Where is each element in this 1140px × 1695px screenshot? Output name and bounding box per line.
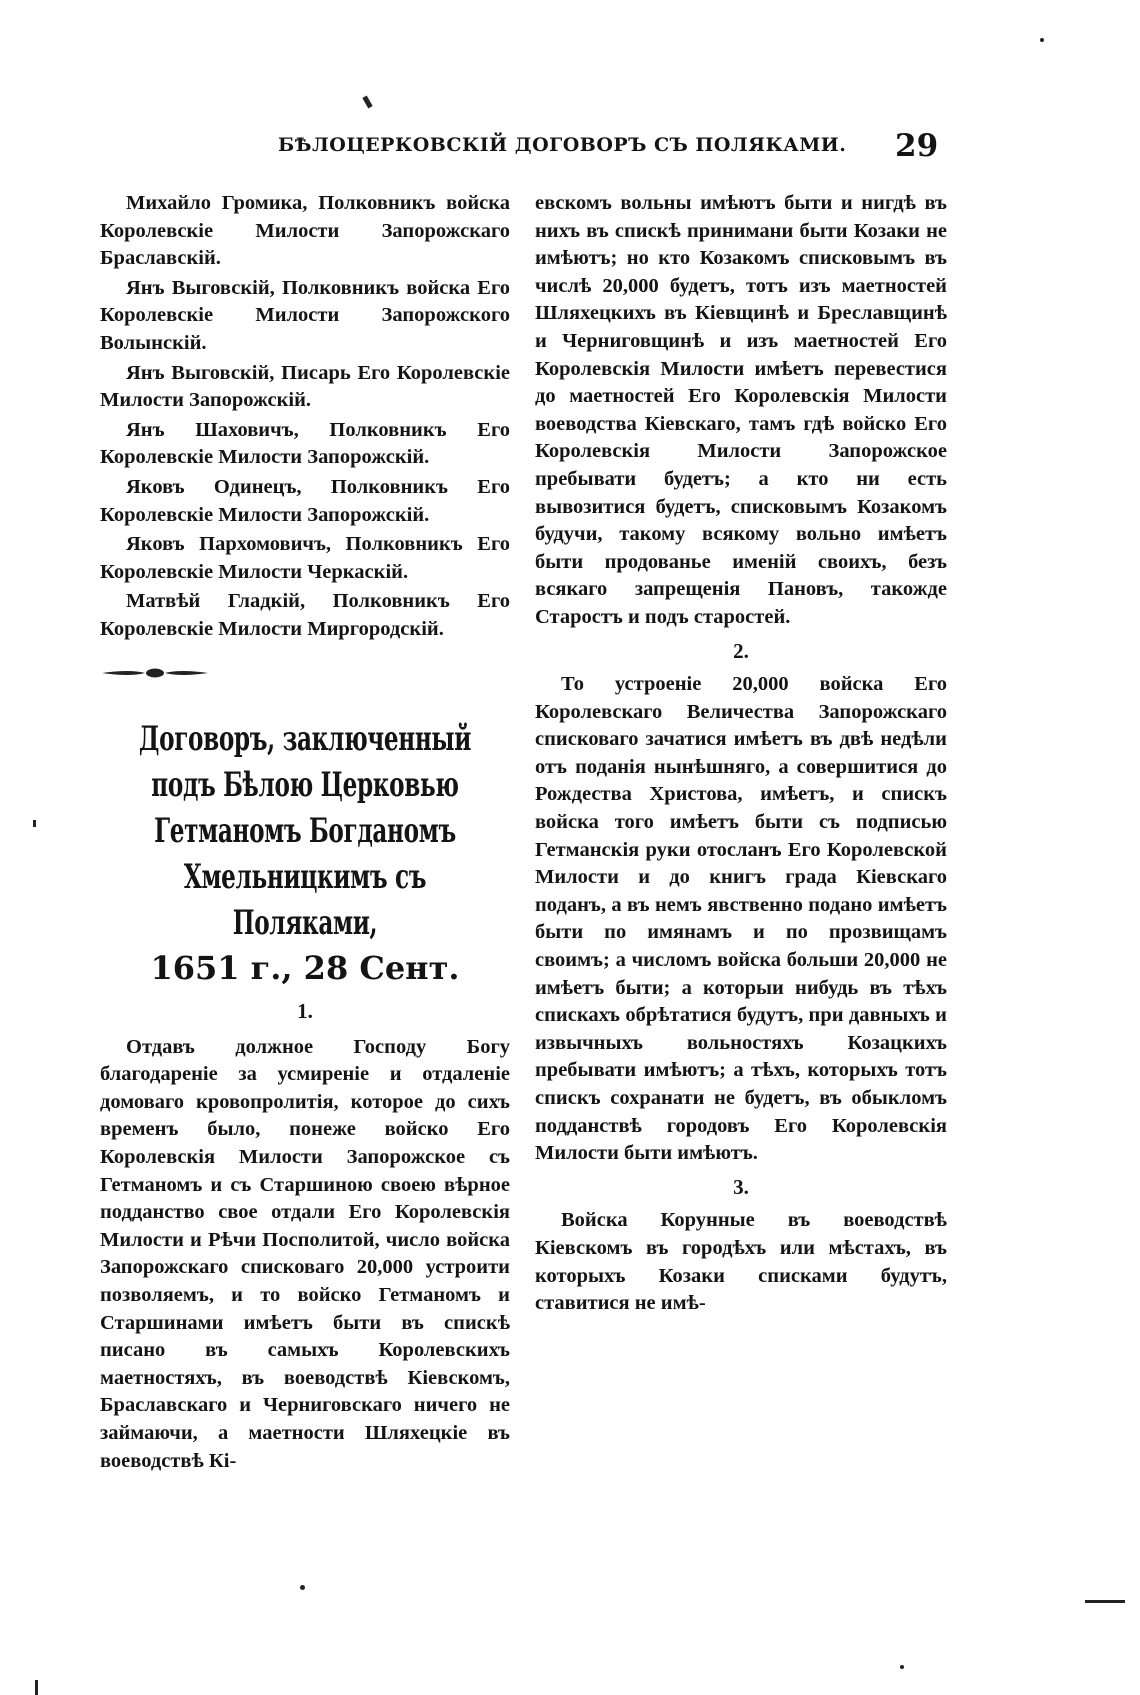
- page-number: 29: [895, 128, 939, 164]
- scan-speck: [362, 96, 372, 109]
- treaty-date: 1651 г., 28 Сент.: [150, 949, 460, 988]
- scan-speck: [300, 1585, 305, 1590]
- running-title: БѢЛОЦЕРКОВСКІЙ ДОГОВОРЪ СЪ ПОЛЯКАМИ.: [278, 134, 847, 156]
- signatory-entry: Яковъ Одинецъ, Полковникъ Его Королевскіе Милости Запорожскій.: [100, 475, 510, 526]
- scan-edge: [35, 1680, 38, 1695]
- section-3-text: Войска Корунные въ воеводствѣ Кіевскомъ въ городѣхъ или мѣстахъ, въ которыхъ Козаки списками будутъ, ставитися не имѣ-: [535, 1209, 947, 1315]
- section-number-1: 1.: [297, 999, 313, 1024]
- section-number-2: 2.: [733, 638, 749, 663]
- treaty-title: Договоръ, заключенный подъ Бѣлою Церковью Гетманомъ Богданомъ Хмельницкимъ съ Поляками,: [138, 719, 472, 944]
- scan-speck: [1085, 1600, 1125, 1603]
- signatory-entry: Матвѣй Гладкій, Полковникъ Его Королевскіе Милости Миргородскій.: [100, 590, 510, 640]
- scan-speck: [900, 1665, 904, 1669]
- ornament-divider-icon: [100, 666, 210, 680]
- signatory-entry: Янъ Выговскій, Полковникъ войска Его Королевскіе Милости Запорожского Волынскій.: [100, 276, 510, 354]
- section-1-continued-text: евскомъ вольны имѣютъ быти и нигдѣ въ нихъ въ спискѣ принимани быти Козаки не имѣютъ; но кто Козакомъ списковымъ въ числѣ 20,000 будетъ, тотъ изъ маетностей Шляхецкихъ въ Кіевщинѣ и Бреславщинѣ и Черниговщинѣ и изъ маетностей Его Королевскія Милости имѣетъ перевестися до маетностей Его Королевскія Милости воеводства Кіевскаго, тамъ гдѣ войско Его Королевскія Милости Запорожское пребывати будетъ; а кто ни есть вывозитися будетъ, списковымъ Козакомъ будучи, такому всякому вольно имѣетъ быти продованье именій своихъ, безъ всякаго запрещенія Пановъ, такожде Старостъ и подъ старостей.: [535, 192, 947, 628]
- signatory-entry: Михайло Громика, Полковникъ войска Королевскіе Милости Запорожскаго Браславскій.: [100, 192, 510, 270]
- section-number-3: 3.: [733, 1174, 749, 1199]
- right-column: [535, 190, 947, 1318]
- left-column: [100, 190, 510, 1475]
- signatory-entry: Янъ Шаховичъ, Полковникъ Его Королевскіе Милости Запорожскій.: [100, 418, 510, 469]
- scan-speck: [33, 820, 36, 827]
- signatory-entry: Яковъ Пархомовичъ, Полковникъ Его Королевскіе Милости Черкаскій.: [100, 533, 510, 583]
- section-2-text: То устроеніе 20,000 войска Его Королевскаго Величества Запорожскаго списковаго зачатися имѣетъ въ двѣ недѣли отъ поданія нынѣшняго, а совершитися до Рождества Христова, имѣетъ, и спискъ войска того имѣетъ быти съ подписью Гетманскія руки отосланъ Его Королевской Милости и до книгъ града Кіевскаго поданъ, а въ немъ явственно подано имѣетъ быти по имянамъ и по прозвищамъ своимъ; а числомъ войска больши 20,000 не имѣетъ быти; а которыи нибудь въ тѣхъ спискахъ обрѣтатися будутъ, при давныхъ и извычныхъ вольностяхъ Козацкихъ пребывати имѣютъ; а тѣхъ, которыхъ тотъ спискъ сохранати не будетъ, въ обыкломъ подданствѣ городовъ Его Королевскія Милости быти имѣютъ.: [535, 673, 947, 1165]
- section-1-text: Отдавъ должное Господу Богу благодареніе за усмиреніе и отдаленіе домоваго кровопролитія, которое до сихъ временъ было, понеже войско Его Королевскія Милости Запорожское съ Гетманомъ и съ Старшиною своею вѣрное подданство свое отдали Его Королевскія Милости и Рѣчи Посполитой, число войска Запорожскаго списковаго 20,000 устроити позволяемъ, и то войско Гетманомъ и Старшинами имѣетъ быти въ спискѣ писано въ самыхъ Королевскихъ маетностяхъ, въ воеводствѣ Кіевскомъ, Браславскаго и Черниговскаго ничего не займаючи, а маетности Шляхецкіе въ воеводствѣ Кі-: [100, 1035, 510, 1472]
- scan-speck: [1040, 38, 1044, 42]
- signatory-entry: Янъ Выговскій, Писарь Его Королевскіе Милости Запорожскій.: [100, 361, 510, 412]
